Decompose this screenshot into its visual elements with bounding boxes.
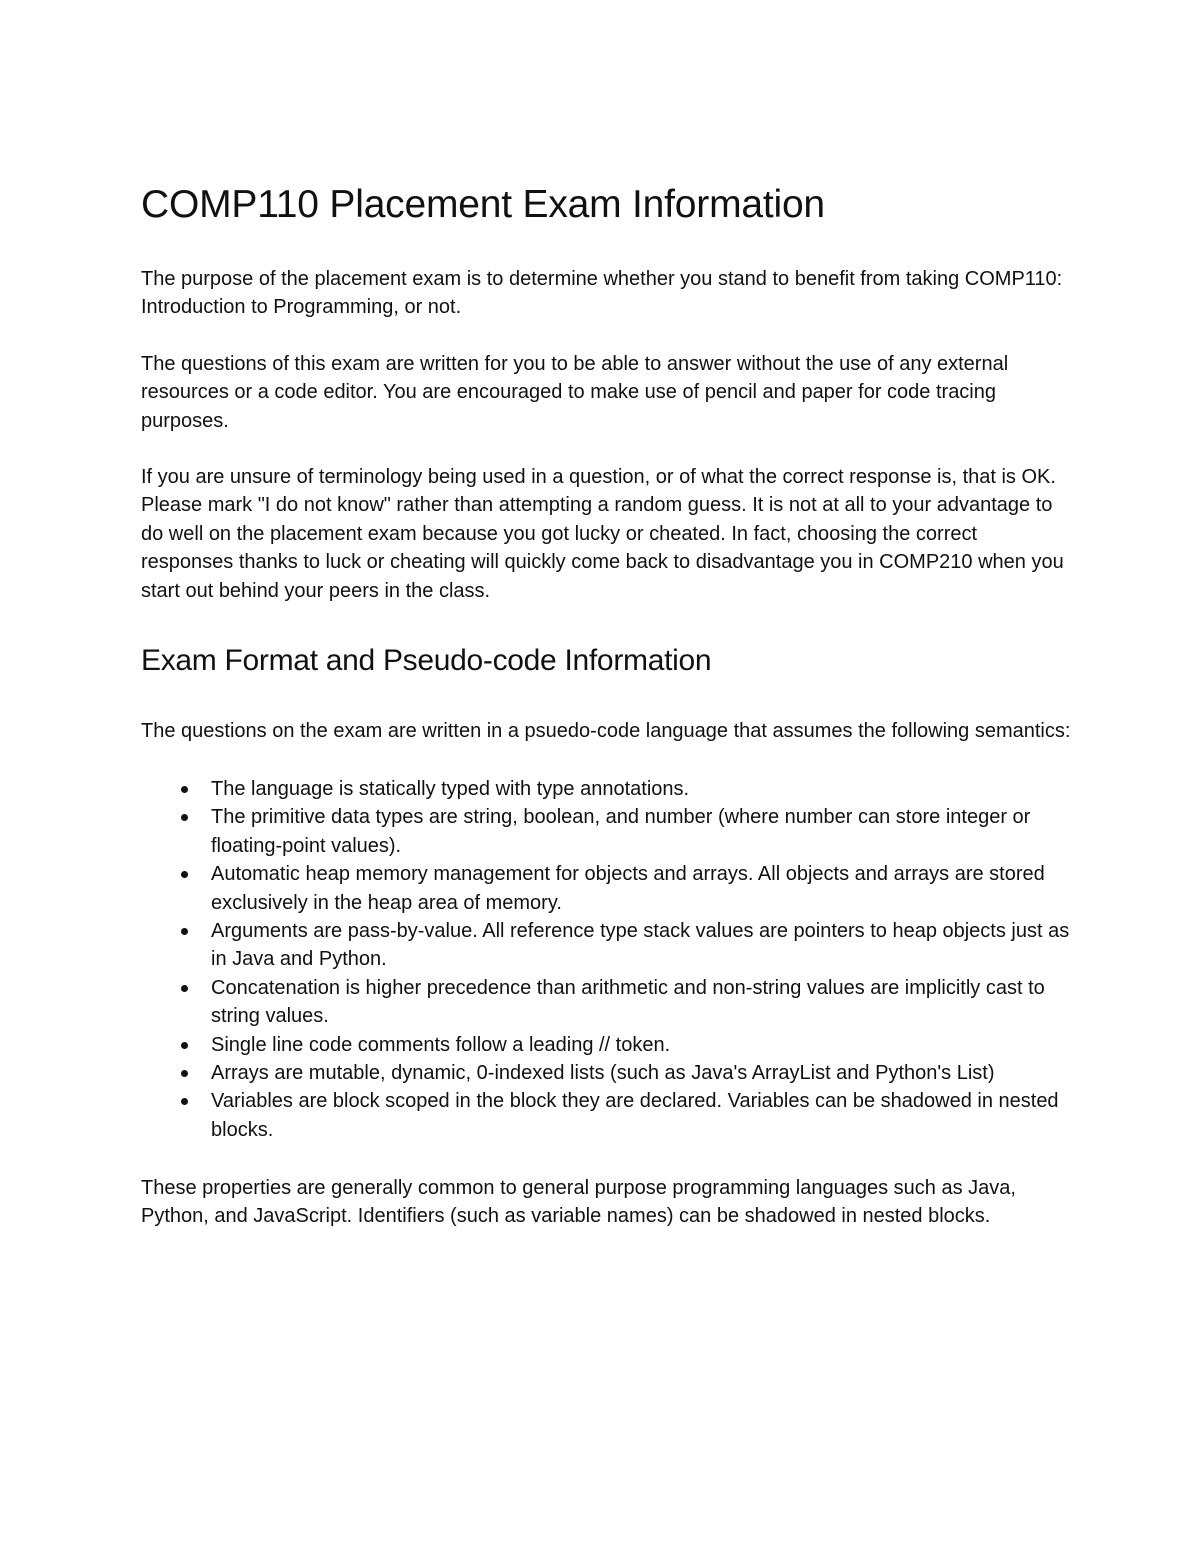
paragraph-terminology: If you are unsure of terminology being used in a question, or of what the correct response is, that is OK. Please mark "I do not know" rather than attempting a random guess. It is not at all to your advantage to do well on the placement exam because you got lucky or cheated. In fact, choosing the correct responses thanks to luck or cheating will quickly come back to disadvantage you in COMP210 when you start out behind your peers in the class. — [141, 466, 1064, 602]
page-title: COMP110 Placement Exam Information — [141, 183, 825, 226]
bullet-icon — [181, 1098, 188, 1105]
list-item — [141, 917, 1071, 974]
list-item — [141, 1059, 1071, 1087]
list-item-text: The primitive data types are string, boolean, and number (where number can store integer or floating-point values). — [211, 806, 1031, 857]
list-item-text: Concatenation is higher precedence than arithmetic and non-string values are implicitly cast to string values. — [211, 976, 1045, 1028]
list-item — [141, 1087, 1071, 1144]
list-item-text: The language is statically typed with type annotations. — [211, 778, 690, 800]
list-item-text: Arrays are mutable, dynamic, 0-indexed lists (such as Java's ArrayList and Python's List) — [211, 1062, 995, 1085]
section-heading: Exam Format and Pseudo-code Information — [141, 644, 712, 677]
bullet-icon — [181, 871, 188, 878]
list-item — [141, 974, 1071, 1031]
list-item-text: Automatic heap memory management for objects and arrays. All objects and arrays are stored exclusively in the heap area of memory. — [211, 863, 1045, 914]
list-item — [141, 803, 1071, 860]
paragraph-closing: These properties are generally common to general purpose programming languages such as Java, Python, and JavaScript. Identifiers (such as variable names) can be shadowed in nested blocks. — [141, 1177, 1016, 1228]
list-item — [141, 775, 1071, 803]
list-item — [141, 860, 1071, 917]
bullet-icon — [181, 786, 188, 793]
list-item-text: Variables are block scoped in the block they are declared. Variables can be shadowed in nested blocks. — [211, 1090, 1059, 1141]
paragraph-purpose: The purpose of the placement exam is to determine whether you stand to benefit from taking COMP110: Introduction to Programming, or not. — [141, 268, 1063, 319]
section-intro: The questions on the exam are written in a psuedo-code language that assumes the following semantics: — [141, 720, 1071, 742]
semantics-list — [141, 775, 1071, 1144]
list-item — [141, 1031, 1071, 1059]
list-item-text: Arguments are pass-by-value. All reference type stack values are pointers to heap objects just as in Java and Python. — [211, 920, 1070, 971]
list-item-text: Single line code comments follow a leading // token. — [211, 1033, 671, 1056]
paragraph-resources: The questions of this exam are written for you to be able to answer without the use of any external resources or a code editor. You are encouraged to make use of pencil and paper for code tracing purposes. — [141, 353, 1009, 432]
bullet-icon — [181, 928, 188, 935]
bullet-icon — [181, 1042, 188, 1049]
bullet-icon — [181, 985, 188, 992]
bullet-icon — [181, 1070, 188, 1077]
bullet-icon — [181, 814, 188, 821]
